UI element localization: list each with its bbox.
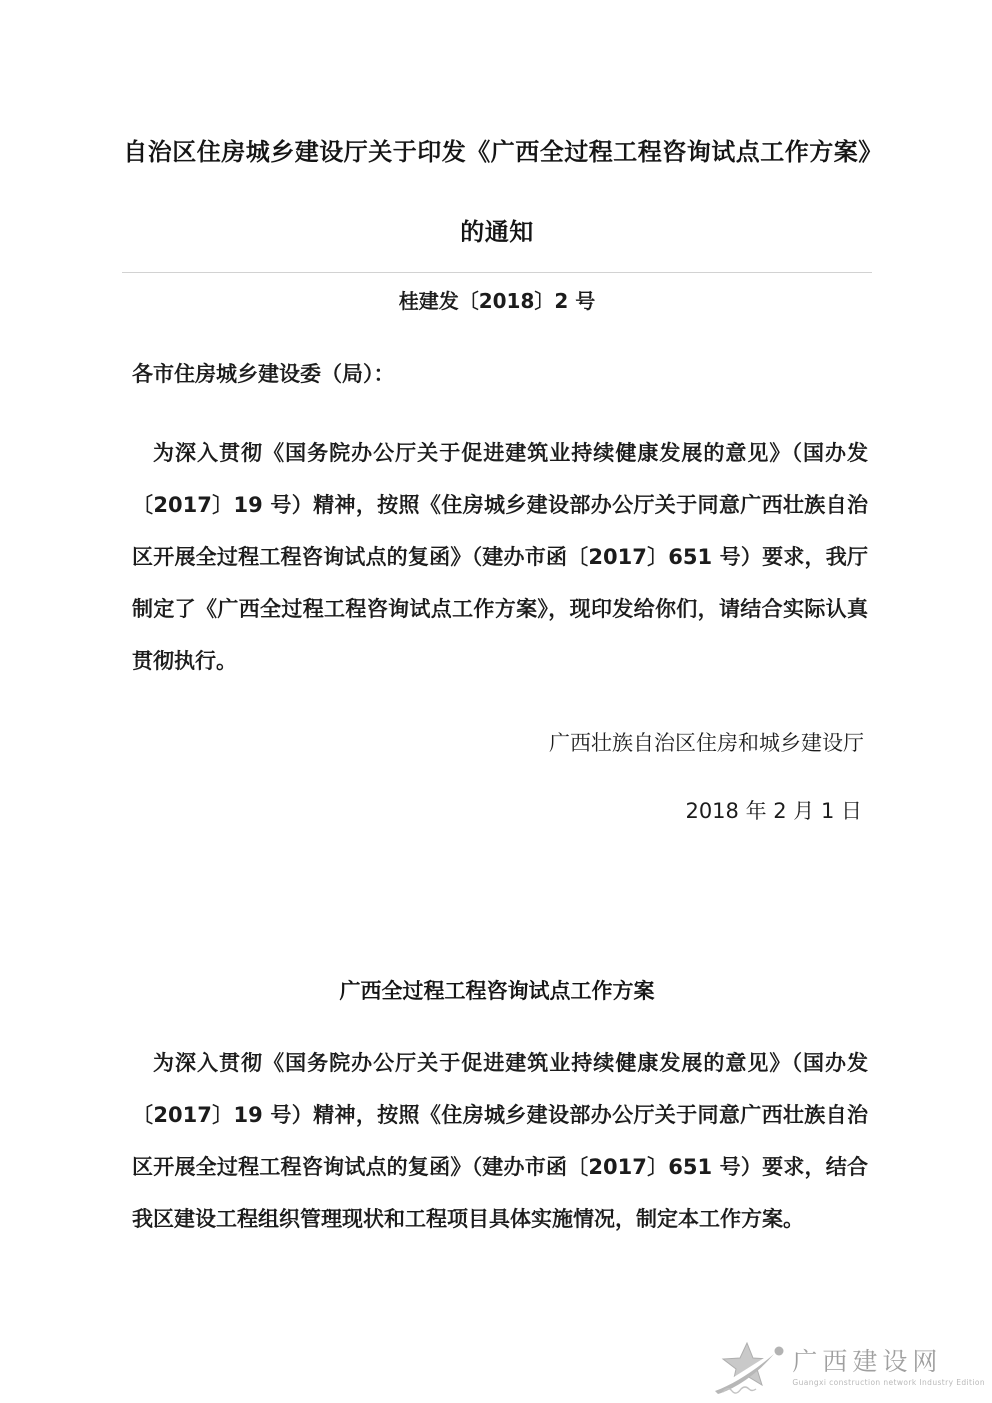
- logo-site-name: 广西建设网: [792, 1347, 943, 1376]
- document-content: [122, 0, 872, 1245]
- plan-title: 广西全过程工程咨询试点工作方案: [339, 979, 655, 1003]
- plan-body-paragraph: 为深入贯彻《国务院办公厅关于促进建筑业持续健康发展的意见》（国办发〔2017〕19 号）精神，按照《住房城乡建设部办公厅关于同意广西壮族自治区开展全过程工程咨询试点的复函》（建办市函〔2017〕651 号）要求，结合我区建设工程组织管理现状和工程项目具体实施情况，制定本工作方案。: [132, 1051, 868, 1231]
- document-number: 桂建发〔2018〕2 号: [398, 289, 596, 313]
- issuing-authority: 广西壮族自治区住房和城乡建设厅: [549, 731, 864, 755]
- notice-title: 自治区住房城乡建设厅关于印发《广西全过程工程咨询试点工作方案》的通知: [123, 138, 871, 246]
- logo-caption: Guangxi construction network Industry Edition: [792, 1378, 985, 1387]
- notice-body-paragraph: 为深入贯彻《国务院办公厅关于促进建筑业持续健康发展的意见》（国办发〔2017〕19 号）精神，按照《住房城乡建设部办公厅关于同意广西壮族自治区开展全过程工程咨询试点的复函》（建办市函〔2017〕651 号）要求，我厅制定了《广西全过程工程咨询试点工作方案》，现印发给你们，请结合实际认真贯彻执行。: [132, 441, 868, 673]
- salutation: 各市住房城乡建设委（局）：: [132, 362, 395, 386]
- issue-date: 2018 年 2 月 1 日: [685, 799, 862, 823]
- star-swoosh-icon: [710, 1339, 790, 1397]
- watermark-logo: [710, 1339, 985, 1397]
- logo-text: [792, 1348, 985, 1388]
- title-divider: [122, 272, 872, 273]
- logo-dot: [775, 1347, 784, 1356]
